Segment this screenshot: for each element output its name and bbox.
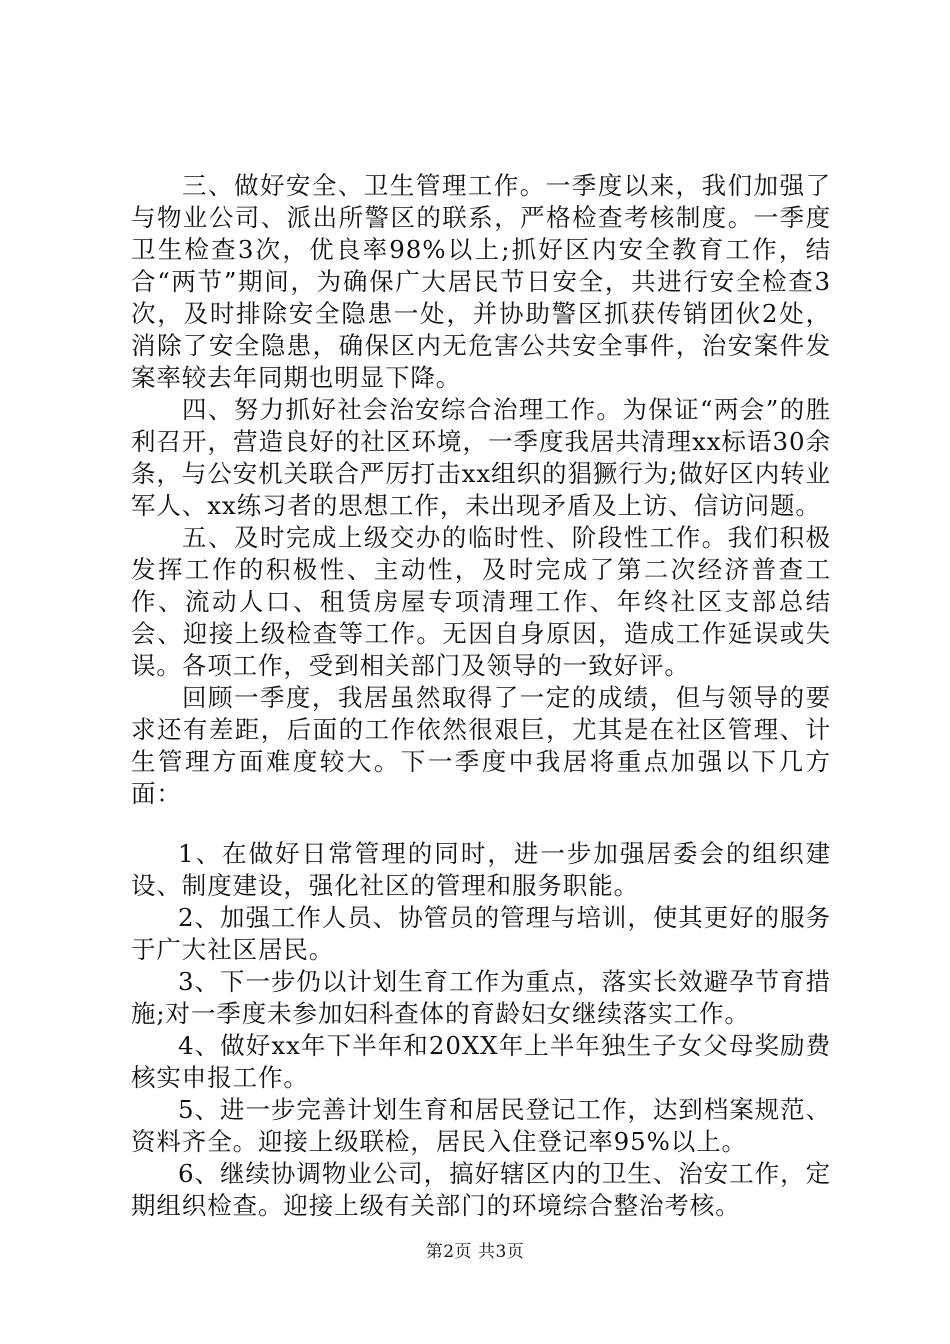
list-item: 2、加强工作人员、协管员的管理与培训，使其更好的服务于广大社区居民。 [131,903,831,964]
paragraph-safety-hygiene: 三、做好安全、卫生管理工作。一季度以来，我们加强了与物业公司、派出所警区的联系，严格检查考核制度。一季度卫生检查3次，优良率98%以上;抓好区内安全教育工作，结合“两节”期间，为确保广大居民节日安全，共进行安全检查3次，及时排除安全隐患一处，并协助警区抓获传销团伙2处，消除了安全隐患，确保区内无危害公共安全事件，治安案件发案率较去年同期也明显下降。 [131,171,831,392]
list-item: 4、做好xx年下半年和20XX年上半年独生子女父母奖励费核实申报工作。 [131,1031,831,1092]
list-item: 5、进一步完善计划生育和居民登记工作，达到档案规范、资料齐全。迎接上级联检，居民入住登记率95%以上。 [131,1095,831,1156]
list-item: 3、下一步仍以计划生育工作为重点，落实长效避孕节育措施;对一季度未参加妇科查体的育龄妇女继续落实工作。 [131,967,831,1028]
paragraph-temporary-tasks: 五、及时完成上级交办的临时性、阶段性工作。我们积极发挥工作的积极性、主动性，及时完成了第二次经济普查工作、流动人口、租赁房屋专项清理工作、年终社区支部总结会、迎接上级检查等工作。无因自身原因，造成工作延误或失误。各项工作，受到相关部门及领导的一致好评。 [131,523,831,680]
paragraph-public-security: 四、努力抓好社会治安综合治理工作。为保证“两会”的胜利召开，营造良好的社区环境，一季度我居共清理xx标语30余条，与公安机关联合严厉打击xx组织的猖獗行为;做好区内转业军人、xx练习者的思想工作，未出现矛盾及上访、信访问题。 [131,395,831,520]
list-item: 6、继续协调物业公司，搞好辖区内的卫生、治安工作，定期组织检查。迎接上级有关部门的环境综合整治考核。 [131,1159,831,1220]
paragraph-spacer [131,810,831,838]
page-footer: 第2页 共3页 [425,1242,525,1262]
document-body [131,170,831,1222]
list-item: 1、在做好日常管理的同时，进一步加强居委会的组织建设、制度建设，强化社区的管理和服务职能。 [131,839,831,900]
paragraph-review: 回顾一季度，我居虽然取得了一定的成绩，但与领导的要求还有差距，后面的工作依然很艰巨，尤其是在社区管理、计生管理方面难度较大。下一季度中我居将重点加强以下几方面： [131,683,831,808]
